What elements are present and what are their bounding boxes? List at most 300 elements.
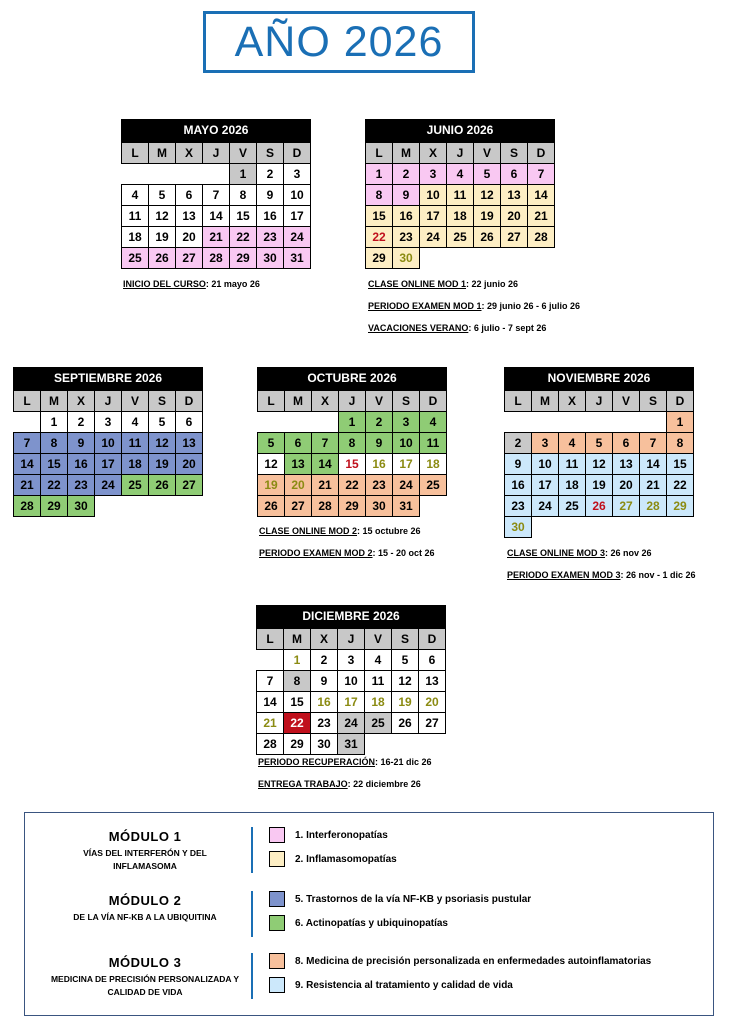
- day-cell: 29: [366, 248, 393, 269]
- weekday-header: J: [203, 143, 230, 164]
- empty-cell: [420, 496, 447, 517]
- day-cell: 25: [122, 475, 149, 496]
- weekday-header: D: [528, 143, 555, 164]
- module-divider: [251, 953, 253, 999]
- legend-item: [269, 953, 651, 969]
- weekday-header: S: [149, 391, 176, 412]
- day-cell: 27: [613, 496, 640, 517]
- weekday-header: J: [586, 391, 613, 412]
- day-cell: 27: [419, 713, 446, 734]
- day-cell: 10: [284, 185, 311, 206]
- day-cell: 30: [393, 248, 420, 269]
- note-label: PERIODO EXAMEN MOD 2: [259, 548, 373, 558]
- day-cell: 30: [505, 517, 532, 538]
- weekday-header: L: [14, 391, 41, 412]
- day-cell: 15: [667, 454, 694, 475]
- empty-cell: [176, 496, 203, 517]
- module-title: MÓDULO 3: [108, 955, 182, 970]
- day-cell: 19: [474, 206, 501, 227]
- day-cell: 2: [366, 412, 393, 433]
- day-cell: 23: [257, 227, 284, 248]
- day-cell: 19: [149, 227, 176, 248]
- day-cell: 14: [257, 692, 284, 713]
- day-cell: 29: [41, 496, 68, 517]
- day-cell: 11: [365, 671, 392, 692]
- empty-cell: [505, 412, 532, 433]
- day-cell: 30: [366, 496, 393, 517]
- day-cell: 15: [41, 454, 68, 475]
- day-cell: 30: [311, 734, 338, 755]
- day-cell: 16: [68, 454, 95, 475]
- day-cell: 3: [284, 164, 311, 185]
- empty-cell: [419, 734, 446, 755]
- weekday-header: V: [230, 143, 257, 164]
- legend-swatch: [269, 977, 285, 993]
- day-cell: 3: [420, 164, 447, 185]
- day-cell: 14: [203, 206, 230, 227]
- day-cell: 29: [667, 496, 694, 517]
- day-cell: 23: [366, 475, 393, 496]
- day-cell: 12: [392, 671, 419, 692]
- note-line: [368, 301, 580, 312]
- day-cell: 13: [419, 671, 446, 692]
- day-cell: 10: [420, 185, 447, 206]
- note-text: : 6 julio - 7 sept 26: [468, 323, 547, 333]
- weekday-header: S: [392, 629, 419, 650]
- day-cell: 20: [419, 692, 446, 713]
- note-line: [368, 323, 580, 334]
- weekday-header: L: [366, 143, 393, 164]
- day-cell: 18: [122, 227, 149, 248]
- legend-swatch: [269, 915, 285, 931]
- day-cell: 8: [667, 433, 694, 454]
- month-calendar: [365, 119, 555, 269]
- day-cell: 22: [366, 227, 393, 248]
- day-cell: 12: [258, 454, 285, 475]
- note-label: PERIODO RECUPERACIÓN: [258, 757, 376, 767]
- day-cell: 20: [176, 454, 203, 475]
- day-cell: 20: [501, 206, 528, 227]
- module-heading: [25, 893, 265, 924]
- day-cell: 9: [393, 185, 420, 206]
- day-cell: 28: [640, 496, 667, 517]
- legend-item: [269, 851, 397, 867]
- month-calendar: [256, 605, 446, 755]
- module-subtitle: VÍAS DEL INTERFERÓN Y DEL INFLAMASOMA: [83, 848, 207, 871]
- day-cell: 13: [285, 454, 312, 475]
- day-cell: 10: [95, 433, 122, 454]
- day-cell: 11: [122, 206, 149, 227]
- day-cell: 3: [95, 412, 122, 433]
- day-cell: 21: [640, 475, 667, 496]
- empty-cell: [447, 248, 474, 269]
- day-cell: 4: [420, 412, 447, 433]
- empty-cell: [176, 164, 203, 185]
- weekday-header: V: [366, 391, 393, 412]
- legend-label: 6. Actinopatías y ubiquinopatías: [295, 917, 448, 929]
- day-cell: 9: [505, 454, 532, 475]
- note-text: : 21 mayo 26: [205, 279, 260, 289]
- month-title: OCTUBRE 2026: [257, 367, 447, 390]
- day-cell: 12: [474, 185, 501, 206]
- day-cell: 6: [613, 433, 640, 454]
- weekday-header: X: [176, 143, 203, 164]
- note-line: [258, 779, 432, 790]
- empty-cell: [640, 412, 667, 433]
- weekday-header: M: [393, 143, 420, 164]
- empty-cell: [586, 412, 613, 433]
- day-cell: 7: [257, 671, 284, 692]
- month-title: SEPTIEMBRE 2026: [13, 367, 203, 390]
- day-cell: 9: [366, 433, 393, 454]
- day-cell: 8: [284, 671, 311, 692]
- day-cell: 20: [285, 475, 312, 496]
- day-cell: 16: [311, 692, 338, 713]
- weekday-header: V: [474, 143, 501, 164]
- day-cell: 25: [447, 227, 474, 248]
- day-cell: 6: [419, 650, 446, 671]
- weekday-header: X: [68, 391, 95, 412]
- day-cell: 15: [284, 692, 311, 713]
- day-cell: 27: [176, 475, 203, 496]
- note-line: [507, 548, 696, 559]
- day-cell: 12: [149, 433, 176, 454]
- day-cell: 16: [505, 475, 532, 496]
- day-cell: 22: [667, 475, 694, 496]
- note-text: : 15 octubre 26: [357, 526, 421, 536]
- empty-cell: [312, 412, 339, 433]
- note-text: : 26 nov 26: [605, 548, 652, 558]
- day-cell: 30: [68, 496, 95, 517]
- day-cell: 25: [122, 248, 149, 269]
- empty-cell: [122, 496, 149, 517]
- note-line: [507, 570, 696, 581]
- day-cell: 17: [420, 206, 447, 227]
- weekday-header: M: [285, 391, 312, 412]
- day-cell: 6: [176, 185, 203, 206]
- day-cell: 20: [176, 227, 203, 248]
- day-cell: 1: [339, 412, 366, 433]
- legend-swatch: [269, 827, 285, 843]
- day-cell: 29: [339, 496, 366, 517]
- day-cell: 26: [258, 496, 285, 517]
- day-cell: 31: [338, 734, 365, 755]
- day-cell: 1: [41, 412, 68, 433]
- day-cell: 12: [149, 206, 176, 227]
- calendar-notes: [123, 279, 260, 301]
- weekday-header: D: [667, 391, 694, 412]
- note-text: : 22 diciembre 26: [347, 779, 421, 789]
- day-cell: 4: [447, 164, 474, 185]
- day-cell: 18: [420, 454, 447, 475]
- day-cell: 7: [640, 433, 667, 454]
- note-text: : 16-21 dic 26: [375, 757, 432, 767]
- day-cell: 28: [203, 248, 230, 269]
- module-divider: [251, 827, 253, 873]
- day-cell: 1: [284, 650, 311, 671]
- day-cell: 2: [505, 433, 532, 454]
- day-cell: 22: [284, 713, 311, 734]
- month-calendar: [257, 367, 447, 517]
- day-cell: 23: [311, 713, 338, 734]
- day-cell: 28: [14, 496, 41, 517]
- note-label: ENTREGA TRABAJO: [258, 779, 348, 789]
- empty-cell: [501, 248, 528, 269]
- day-cell: 13: [176, 433, 203, 454]
- weekday-header: S: [393, 391, 420, 412]
- day-cell: 11: [122, 433, 149, 454]
- day-cell: 26: [474, 227, 501, 248]
- empty-cell: [474, 248, 501, 269]
- weekday-header: L: [258, 391, 285, 412]
- day-cell: 2: [311, 650, 338, 671]
- month-title: NOVIEMBRE 2026: [504, 367, 694, 390]
- weekday-header: J: [339, 391, 366, 412]
- empty-cell: [95, 496, 122, 517]
- day-cell: 26: [392, 713, 419, 734]
- empty-cell: [532, 412, 559, 433]
- day-cell: 28: [257, 734, 284, 755]
- legend-label: 2. Inflamasomopatías: [295, 853, 397, 865]
- note-text: : 26 nov - 1 dic 26: [620, 570, 696, 580]
- weekday-header: D: [284, 143, 311, 164]
- weekday-header: J: [95, 391, 122, 412]
- legend-item: [269, 977, 513, 993]
- module-heading: [25, 955, 265, 999]
- month-calendar: [13, 367, 203, 517]
- month-title: DICIEMBRE 2026: [256, 605, 446, 628]
- day-cell: 9: [68, 433, 95, 454]
- day-cell: 10: [393, 433, 420, 454]
- day-cell: 14: [640, 454, 667, 475]
- legend-swatch: [269, 851, 285, 867]
- day-cell: 2: [257, 164, 284, 185]
- weekday-header: L: [122, 143, 149, 164]
- day-cell: 17: [95, 454, 122, 475]
- legend-swatch: [269, 953, 285, 969]
- day-cell: 8: [230, 185, 257, 206]
- day-cell: 24: [95, 475, 122, 496]
- empty-cell: [528, 248, 555, 269]
- note-line: [368, 279, 580, 290]
- weekday-header: M: [284, 629, 311, 650]
- day-cell: 11: [559, 454, 586, 475]
- day-cell: 25: [420, 475, 447, 496]
- note-line: [258, 757, 432, 768]
- weekday-header: V: [613, 391, 640, 412]
- day-cell: 29: [284, 734, 311, 755]
- note-line: [259, 548, 435, 559]
- day-cell: 2: [393, 164, 420, 185]
- day-cell: 22: [230, 227, 257, 248]
- day-cell: 22: [339, 475, 366, 496]
- day-cell: 27: [501, 227, 528, 248]
- day-cell: 27: [176, 248, 203, 269]
- note-label: PERIODO EXAMEN MOD 1: [368, 301, 482, 311]
- weekday-header: D: [176, 391, 203, 412]
- day-cell: 8: [366, 185, 393, 206]
- day-cell: 9: [257, 185, 284, 206]
- page-title: AÑO 2026: [234, 17, 444, 66]
- month-title: MAYO 2026: [121, 119, 311, 142]
- day-cell: 16: [393, 206, 420, 227]
- weekday-header: S: [640, 391, 667, 412]
- weekday-header: M: [149, 143, 176, 164]
- weekday-header: J: [338, 629, 365, 650]
- module-subtitle: MEDICINA DE PRECISIÓN PERSONALIZADA Y CALIDAD DE VIDA: [50, 974, 240, 997]
- weekday-header: S: [501, 143, 528, 164]
- weekday-header: L: [257, 629, 284, 650]
- day-cell: 30: [257, 248, 284, 269]
- day-cell: 28: [312, 496, 339, 517]
- day-cell: 18: [447, 206, 474, 227]
- weekday-header: V: [365, 629, 392, 650]
- day-cell: 2: [68, 412, 95, 433]
- day-cell: 21: [528, 206, 555, 227]
- note-line: [123, 279, 260, 290]
- day-cell: 16: [257, 206, 284, 227]
- day-cell: 15: [230, 206, 257, 227]
- day-cell: 28: [528, 227, 555, 248]
- day-cell: 16: [366, 454, 393, 475]
- day-cell: 27: [285, 496, 312, 517]
- day-cell: 17: [532, 475, 559, 496]
- day-cell: 4: [559, 433, 586, 454]
- note-text: : 22 junio 26: [466, 279, 519, 289]
- legend-label: 5. Trastornos de la vía NF-KB y psoriasis pustular: [295, 893, 532, 905]
- weekday-header: X: [420, 143, 447, 164]
- note-label: CLASE ONLINE MOD 1: [368, 279, 467, 289]
- empty-cell: [203, 164, 230, 185]
- weekday-header: S: [257, 143, 284, 164]
- day-cell: 4: [122, 185, 149, 206]
- day-cell: 1: [667, 412, 694, 433]
- day-cell: 24: [420, 227, 447, 248]
- day-cell: 5: [258, 433, 285, 454]
- empty-cell: [640, 517, 667, 538]
- calendar-notes: [258, 757, 432, 801]
- day-cell: 5: [586, 433, 613, 454]
- day-cell: 25: [559, 496, 586, 517]
- note-label: INICIO DEL CURSO: [123, 279, 206, 289]
- empty-cell: [285, 412, 312, 433]
- day-cell: 19: [586, 475, 613, 496]
- page-title-box: [203, 11, 475, 73]
- day-cell: 17: [393, 454, 420, 475]
- legend-item: [269, 915, 448, 931]
- month-calendar: [504, 367, 694, 538]
- legend-label: 8. Medicina de precisión personalizada en enfermedades autoinflamatorias: [295, 955, 652, 967]
- day-cell: 21: [257, 713, 284, 734]
- legend-swatch: [269, 891, 285, 907]
- empty-cell: [257, 650, 284, 671]
- weekday-header: D: [419, 629, 446, 650]
- note-line: [259, 526, 435, 537]
- day-cell: 8: [41, 433, 68, 454]
- day-cell: 1: [366, 164, 393, 185]
- note-text: : 15 - 20 oct 26: [372, 548, 435, 558]
- empty-cell: [365, 734, 392, 755]
- legend-label: 1. Interferonopatías: [295, 829, 388, 841]
- note-label: PERIODO EXAMEN MOD 3: [507, 570, 621, 580]
- weekday-header: M: [532, 391, 559, 412]
- day-cell: 6: [176, 412, 203, 433]
- day-cell: 1: [230, 164, 257, 185]
- day-cell: 13: [501, 185, 528, 206]
- day-cell: 14: [14, 454, 41, 475]
- empty-cell: [420, 248, 447, 269]
- empty-cell: [258, 412, 285, 433]
- day-cell: 13: [176, 206, 203, 227]
- module-divider: [251, 891, 253, 937]
- note-label: VACACIONES VERANO: [368, 323, 469, 333]
- day-cell: 31: [284, 248, 311, 269]
- day-cell: 7: [14, 433, 41, 454]
- month-calendar: [121, 119, 311, 269]
- calendar-notes: [507, 548, 696, 592]
- calendar-notes: [368, 279, 580, 345]
- day-cell: 7: [203, 185, 230, 206]
- note-label: CLASE ONLINE MOD 3: [507, 548, 606, 558]
- day-cell: 3: [532, 433, 559, 454]
- day-cell: 24: [532, 496, 559, 517]
- day-cell: 13: [613, 454, 640, 475]
- day-cell: 23: [68, 475, 95, 496]
- day-cell: 5: [149, 185, 176, 206]
- day-cell: 24: [338, 713, 365, 734]
- empty-cell: [559, 412, 586, 433]
- day-cell: 4: [122, 412, 149, 433]
- day-cell: 15: [366, 206, 393, 227]
- day-cell: 9: [311, 671, 338, 692]
- weekday-header: X: [559, 391, 586, 412]
- weekday-header: D: [420, 391, 447, 412]
- day-cell: 7: [312, 433, 339, 454]
- day-cell: 7: [528, 164, 555, 185]
- empty-cell: [586, 517, 613, 538]
- empty-cell: [559, 517, 586, 538]
- day-cell: 10: [532, 454, 559, 475]
- day-cell: 23: [505, 496, 532, 517]
- day-cell: 24: [393, 475, 420, 496]
- day-cell: 12: [586, 454, 613, 475]
- day-cell: 8: [339, 433, 366, 454]
- legend-item: [269, 827, 388, 843]
- module-title: MÓDULO 2: [108, 893, 182, 908]
- module-heading: [25, 829, 265, 873]
- day-cell: 26: [149, 248, 176, 269]
- weekday-header: X: [311, 629, 338, 650]
- module-title: MÓDULO 1: [108, 829, 182, 844]
- empty-cell: [613, 412, 640, 433]
- weekday-header: M: [41, 391, 68, 412]
- calendar-notes: [259, 526, 435, 570]
- day-cell: 5: [392, 650, 419, 671]
- weekday-header: L: [505, 391, 532, 412]
- day-cell: 17: [284, 206, 311, 227]
- day-cell: 4: [365, 650, 392, 671]
- module-subtitle: DE LA VÍA NF-KB A LA UBIQUITINA: [73, 912, 217, 922]
- day-cell: 29: [230, 248, 257, 269]
- day-cell: 5: [149, 412, 176, 433]
- note-label: CLASE ONLINE MOD 2: [259, 526, 358, 536]
- day-cell: 11: [420, 433, 447, 454]
- day-cell: 26: [149, 475, 176, 496]
- note-text: : 29 junio 26 - 6 julio 26: [481, 301, 581, 311]
- empty-cell: [392, 734, 419, 755]
- day-cell: 10: [338, 671, 365, 692]
- day-cell: 14: [312, 454, 339, 475]
